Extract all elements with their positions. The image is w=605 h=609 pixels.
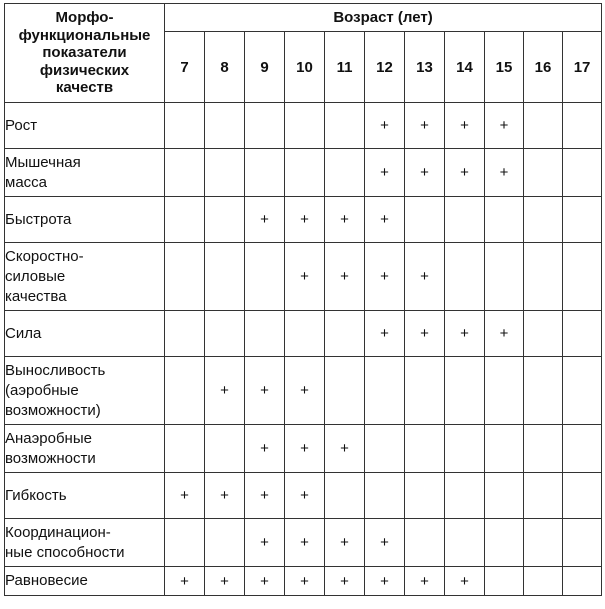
mark-cell — [165, 243, 205, 311]
header-row-group — [5, 4, 602, 32]
mark-cell — [563, 149, 602, 197]
mark-cell — [405, 473, 445, 519]
mark-cell — [524, 197, 563, 243]
mark-cell: + — [365, 567, 405, 596]
mark-cell — [405, 519, 445, 567]
mark-cell — [563, 473, 602, 519]
mark-cell — [485, 197, 524, 243]
age-header-cell: 13 — [405, 32, 445, 103]
age-header-cell: 11 — [325, 32, 365, 103]
indicator-label — [5, 357, 165, 425]
age-header-cell: 12 — [365, 32, 405, 103]
mark-cell — [365, 473, 405, 519]
mark-cell: + — [405, 103, 445, 149]
mark-cell — [524, 149, 563, 197]
indicator-label-line: Равновесие — [5, 572, 88, 589]
table-body — [5, 4, 602, 596]
mark-cell: + — [405, 567, 445, 596]
indicator-label — [5, 149, 165, 197]
mark-cell — [524, 311, 563, 357]
mark-cell — [245, 243, 285, 311]
indicator-header-line: качеств — [55, 79, 114, 97]
mark-cell — [563, 567, 602, 596]
table-row — [5, 149, 602, 197]
mark-cell — [325, 311, 365, 357]
mark-cell — [165, 103, 205, 149]
mark-cell: + — [445, 103, 485, 149]
mark-cell: + — [405, 149, 445, 197]
mark-cell: + — [285, 357, 325, 425]
mark-cell — [165, 357, 205, 425]
mark-cell — [165, 197, 205, 243]
mark-cell: + — [325, 519, 365, 567]
mark-cell — [524, 103, 563, 149]
table-row — [5, 197, 602, 243]
indicator-label-line: (аэробные — [5, 381, 79, 399]
indicator-header-line: физических — [39, 61, 130, 79]
mark-cell: + — [285, 567, 325, 596]
mark-cell — [445, 197, 485, 243]
indicator-label-line: Анаэробные — [5, 429, 92, 447]
mark-cell — [445, 425, 485, 473]
mark-cell — [405, 197, 445, 243]
age-header-cell: 9 — [245, 32, 285, 103]
mark-cell — [165, 519, 205, 567]
indicator-label-line: Координацион- — [5, 523, 111, 541]
mark-cell — [205, 149, 245, 197]
mark-cell — [485, 519, 524, 567]
table-row — [5, 567, 602, 596]
mark-cell — [205, 425, 245, 473]
mark-cell: + — [365, 243, 405, 311]
table-row — [5, 311, 602, 357]
indicator-label-line: возможности) — [5, 401, 101, 419]
mark-cell: + — [205, 567, 245, 596]
mark-cell — [245, 103, 285, 149]
mark-cell — [524, 519, 563, 567]
age-header-cell: 15 — [485, 32, 524, 103]
development-table — [4, 3, 602, 596]
mark-cell: + — [285, 197, 325, 243]
age-header-cell: 16 — [524, 32, 563, 103]
age-header-cell: 14 — [445, 32, 485, 103]
mark-cell — [563, 103, 602, 149]
indicator-label-line: Скоростно- — [5, 247, 84, 265]
mark-cell: + — [445, 311, 485, 357]
indicator-label — [5, 425, 165, 473]
mark-cell: + — [365, 519, 405, 567]
mark-cell — [285, 311, 325, 357]
mark-cell — [205, 311, 245, 357]
mark-cell — [485, 567, 524, 596]
mark-cell: + — [325, 243, 365, 311]
mark-cell: + — [245, 425, 285, 473]
mark-cell — [485, 473, 524, 519]
mark-cell — [325, 357, 365, 425]
mark-cell: + — [365, 311, 405, 357]
mark-cell: + — [365, 197, 405, 243]
mark-cell — [563, 243, 602, 311]
mark-cell: + — [485, 311, 524, 357]
mark-cell: + — [245, 197, 285, 243]
indicator-label-line: силовые — [5, 267, 66, 285]
table-row — [5, 473, 602, 519]
indicator-label — [5, 519, 165, 567]
mark-cell — [524, 473, 563, 519]
indicator-label-line: ные способности — [5, 543, 125, 561]
mark-cell: + — [485, 149, 524, 197]
indicator-label-line: качества — [5, 287, 67, 305]
indicator-label — [5, 567, 165, 596]
mark-cell: + — [445, 149, 485, 197]
mark-cell — [563, 425, 602, 473]
mark-cell: + — [205, 473, 245, 519]
mark-cell: + — [245, 567, 285, 596]
mark-cell: + — [245, 357, 285, 425]
mark-cell — [245, 311, 285, 357]
indicator-label-line: Гибкость — [5, 486, 67, 504]
mark-cell: + — [165, 473, 205, 519]
mark-cell: + — [365, 149, 405, 197]
indicator-label-line: Рост — [5, 116, 38, 134]
mark-cell — [485, 425, 524, 473]
mark-cell — [524, 357, 563, 425]
mark-cell — [405, 425, 445, 473]
mark-cell: + — [285, 425, 325, 473]
mark-cell — [445, 243, 485, 311]
mark-cell: + — [445, 567, 485, 596]
age-group-header: Возраст (лет) — [165, 4, 602, 32]
indicator-label — [5, 197, 165, 243]
indicator-header-line: показатели — [42, 44, 127, 62]
indicator-label-line: Сила — [5, 324, 42, 342]
mark-cell: + — [245, 519, 285, 567]
mark-cell: + — [365, 103, 405, 149]
mark-cell: + — [325, 425, 365, 473]
mark-cell — [325, 103, 365, 149]
indicator-header-line: функциональные — [18, 26, 151, 44]
age-header-cell: 10 — [285, 32, 325, 103]
mark-cell — [245, 149, 285, 197]
mark-cell — [285, 103, 325, 149]
mark-cell — [485, 243, 524, 311]
mark-cell — [205, 103, 245, 149]
mark-cell — [165, 311, 205, 357]
mark-cell — [485, 357, 524, 425]
mark-cell — [563, 519, 602, 567]
mark-cell: + — [205, 357, 245, 425]
mark-cell — [205, 197, 245, 243]
mark-cell: + — [325, 567, 365, 596]
table-row — [5, 425, 602, 473]
indicator-label-line: Мышечная — [5, 153, 81, 171]
indicator-label — [5, 473, 165, 519]
mark-cell: + — [325, 197, 365, 243]
indicator-header-line: Морфо- — [55, 9, 114, 27]
mark-cell — [445, 357, 485, 425]
mark-cell — [365, 425, 405, 473]
mark-cell — [205, 519, 245, 567]
indicator-label-line: возможности — [5, 449, 96, 467]
table-row — [5, 243, 602, 311]
mark-cell — [524, 567, 563, 596]
indicator-header — [5, 4, 165, 103]
indicator-label — [5, 311, 165, 357]
table-row — [5, 357, 602, 425]
indicator-label — [5, 243, 165, 311]
age-header-cell: 17 — [563, 32, 602, 103]
mark-cell — [524, 425, 563, 473]
indicator-label-line: Выносливость — [5, 361, 106, 379]
mark-cell: + — [485, 103, 524, 149]
mark-cell: + — [405, 243, 445, 311]
mark-cell — [325, 473, 365, 519]
mark-cell: + — [405, 311, 445, 357]
age-header-cell: 8 — [205, 32, 245, 103]
mark-cell — [405, 357, 445, 425]
mark-cell — [524, 243, 563, 311]
mark-cell — [205, 243, 245, 311]
age-header-cell: 7 — [165, 32, 205, 103]
indicator-label — [5, 103, 165, 149]
table-row — [5, 103, 602, 149]
mark-cell — [445, 473, 485, 519]
mark-cell: + — [245, 473, 285, 519]
mark-cell — [563, 311, 602, 357]
mark-cell — [165, 425, 205, 473]
mark-cell: + — [285, 519, 325, 567]
mark-cell: + — [165, 567, 205, 596]
mark-cell — [325, 149, 365, 197]
mark-cell — [165, 149, 205, 197]
indicator-label-line: Быстрота — [5, 210, 72, 228]
mark-cell — [365, 357, 405, 425]
mark-cell: + — [285, 473, 325, 519]
table-row — [5, 519, 602, 567]
mark-cell — [285, 149, 325, 197]
mark-cell — [445, 519, 485, 567]
indicator-label-line: масса — [5, 173, 47, 191]
mark-cell — [563, 197, 602, 243]
mark-cell: + — [285, 243, 325, 311]
mark-cell — [563, 357, 602, 425]
